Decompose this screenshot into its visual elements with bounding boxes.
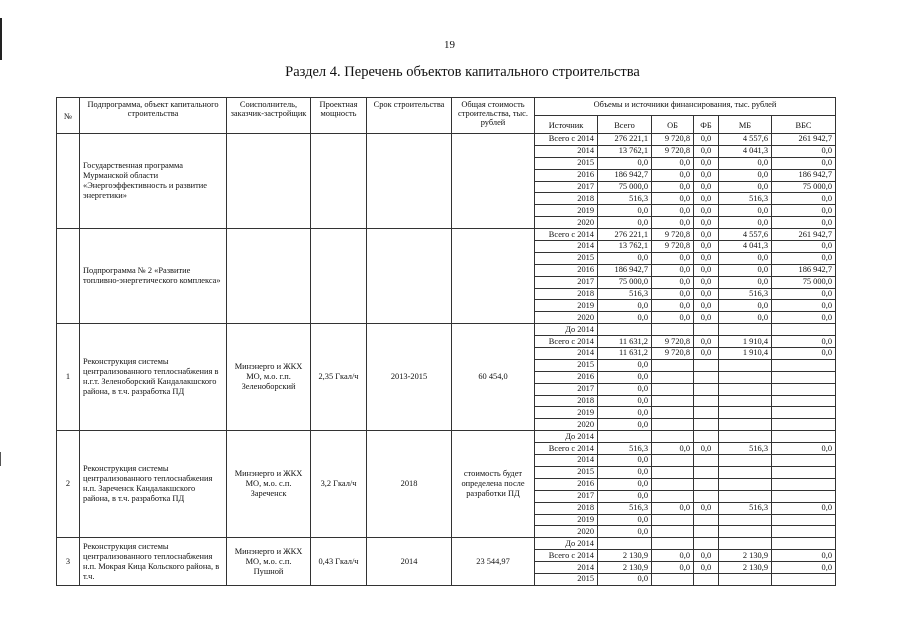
cell-ob (652, 573, 694, 585)
cell-mb: 0,0 (719, 169, 772, 181)
cell-fb (694, 573, 719, 585)
object-name: Реконструкция системы централизованного теплоснабжения н.п. Мокрая Кица Кольского района, в т.ч. (80, 538, 227, 586)
cell-ob: 0,0 (652, 217, 694, 229)
cell-fb: 0,0 (694, 264, 719, 276)
cell-vbs: 0,0 (772, 443, 836, 455)
cell-ob: 0,0 (652, 157, 694, 169)
cell-vbs: 261 942,7 (772, 134, 836, 146)
cell-mb: 2 130,9 (719, 550, 772, 562)
cell-vbs (772, 359, 836, 371)
cell-total: 276 221,1 (598, 134, 652, 146)
cell-vbs (772, 371, 836, 383)
cell-total: 0,0 (598, 157, 652, 169)
object-term (367, 134, 452, 229)
object-term: 2014 (367, 538, 452, 586)
cell-source: 2019 (535, 407, 598, 419)
cell-fb (694, 371, 719, 383)
cell-total: 516,3 (598, 502, 652, 514)
object-number (57, 229, 80, 324)
table-row (57, 538, 836, 550)
cell-mb (719, 466, 772, 478)
cell-ob: 0,0 (652, 181, 694, 193)
cell-total: 0,0 (598, 514, 652, 526)
cell-source: 2020 (535, 312, 598, 324)
cell-vbs (772, 573, 836, 585)
cell-source: Всего с 2014 (535, 550, 598, 562)
cell-ob: 0,0 (652, 205, 694, 217)
cell-fb: 0,0 (694, 169, 719, 181)
cell-total: 13 762,1 (598, 241, 652, 253)
cell-source: 2017 (535, 276, 598, 288)
table-row (57, 324, 836, 336)
object-capacity: 3,2 Гкал/ч (311, 431, 367, 538)
cell-fb: 0,0 (694, 562, 719, 574)
object-term (367, 229, 452, 324)
object-name: Реконструкция системы централизованного теплоснабжения в н.г.т. Зеленоборский Кандалакшского района, в т.ч. разработка ПД (80, 324, 227, 431)
cell-fb: 0,0 (694, 193, 719, 205)
cell-vbs (772, 419, 836, 431)
cell-ob (652, 383, 694, 395)
object-capacity (311, 229, 367, 324)
cell-fb: 0,0 (694, 336, 719, 348)
cell-fb (694, 478, 719, 490)
cell-vbs: 0,0 (772, 336, 836, 348)
cell-total: 0,0 (598, 312, 652, 324)
table-row (57, 134, 836, 146)
object-number: 2 (57, 431, 80, 538)
cell-source: 2018 (535, 288, 598, 300)
cell-total (598, 538, 652, 550)
cell-source: 2018 (535, 395, 598, 407)
cell-ob: 0,0 (652, 550, 694, 562)
cell-fb: 0,0 (694, 217, 719, 229)
cell-vbs: 0,0 (772, 157, 836, 169)
cell-fb (694, 490, 719, 502)
header-cost: Общая стоимость строительства, тыс. рублей (452, 98, 535, 134)
header-capacity: Проектная мощность (311, 98, 367, 134)
cell-source: 2019 (535, 300, 598, 312)
cell-source: 2016 (535, 478, 598, 490)
cell-vbs: 0,0 (772, 252, 836, 264)
cell-vbs: 186 942,7 (772, 169, 836, 181)
object-cost (452, 229, 535, 324)
cell-total: 0,0 (598, 395, 652, 407)
table-row (57, 229, 836, 241)
cell-source: 2017 (535, 383, 598, 395)
cell-vbs: 0,0 (772, 241, 836, 253)
cell-source: Всего с 2014 (535, 229, 598, 241)
cell-mb: 0,0 (719, 157, 772, 169)
cell-mb: 4 557,6 (719, 229, 772, 241)
cell-vbs (772, 466, 836, 478)
cell-fb: 0,0 (694, 502, 719, 514)
cell-ob: 9 720,8 (652, 241, 694, 253)
cell-vbs (772, 395, 836, 407)
cell-fb: 0,0 (694, 181, 719, 193)
header-source: Источник (535, 116, 598, 134)
cell-vbs: 75 000,0 (772, 181, 836, 193)
cell-ob: 0,0 (652, 300, 694, 312)
cell-ob (652, 371, 694, 383)
object-number: 3 (57, 538, 80, 586)
cell-source: 2014 (535, 241, 598, 253)
cell-fb (694, 466, 719, 478)
cell-fb: 0,0 (694, 276, 719, 288)
cell-ob: 0,0 (652, 443, 694, 455)
cell-source: 2015 (535, 157, 598, 169)
cell-mb (719, 514, 772, 526)
cell-fb: 0,0 (694, 241, 719, 253)
cell-source: 2017 (535, 181, 598, 193)
cell-ob: 0,0 (652, 502, 694, 514)
cell-ob (652, 478, 694, 490)
cell-ob: 0,0 (652, 312, 694, 324)
cell-ob: 0,0 (652, 276, 694, 288)
cell-source: 2019 (535, 514, 598, 526)
cell-ob (652, 395, 694, 407)
cell-total: 0,0 (598, 217, 652, 229)
cell-ob: 9 720,8 (652, 336, 694, 348)
cell-mb: 0,0 (719, 300, 772, 312)
object-cost: стоимость будет определена после разработки ПД (452, 431, 535, 538)
object-term: 2018 (367, 431, 452, 538)
cell-fb (694, 324, 719, 336)
cell-fb: 0,0 (694, 300, 719, 312)
cell-fb (694, 455, 719, 467)
cell-mb (719, 431, 772, 443)
cell-source: 2015 (535, 252, 598, 264)
cell-total: 0,0 (598, 383, 652, 395)
cell-fb: 0,0 (694, 229, 719, 241)
cell-vbs (772, 407, 836, 419)
cell-total: 0,0 (598, 490, 652, 502)
cell-ob (652, 359, 694, 371)
cell-mb (719, 478, 772, 490)
cell-fb (694, 383, 719, 395)
cell-ob (652, 466, 694, 478)
cell-source: До 2014 (535, 431, 598, 443)
cell-source: 2018 (535, 502, 598, 514)
cell-total: 516,3 (598, 193, 652, 205)
header-total: Всего (598, 116, 652, 134)
table-row (57, 431, 836, 443)
cell-mb: 1 910,4 (719, 348, 772, 360)
cell-ob: 0,0 (652, 193, 694, 205)
cell-total (598, 324, 652, 336)
cell-ob: 9 720,8 (652, 348, 694, 360)
cell-ob (652, 514, 694, 526)
cell-vbs: 186 942,7 (772, 264, 836, 276)
cell-total: 0,0 (598, 359, 652, 371)
cell-total: 186 942,7 (598, 169, 652, 181)
header-name: Подпрограмма, объект капитального строительства (80, 98, 227, 134)
cell-ob (652, 490, 694, 502)
cell-ob (652, 407, 694, 419)
cell-mb (719, 490, 772, 502)
cell-total: 0,0 (598, 371, 652, 383)
cell-vbs (772, 455, 836, 467)
cell-fb: 0,0 (694, 288, 719, 300)
cell-source: 2020 (535, 217, 598, 229)
cell-source: 2020 (535, 419, 598, 431)
cell-ob: 0,0 (652, 288, 694, 300)
cell-source: 2014 (535, 348, 598, 360)
header-mb: МБ (719, 116, 772, 134)
cell-vbs: 0,0 (772, 312, 836, 324)
cell-fb (694, 431, 719, 443)
cell-fb (694, 538, 719, 550)
cell-fb: 0,0 (694, 252, 719, 264)
cell-source: Всего с 2014 (535, 134, 598, 146)
cell-mb (719, 359, 772, 371)
cell-source: 2020 (535, 526, 598, 538)
cell-ob (652, 538, 694, 550)
cell-source: До 2014 (535, 538, 598, 550)
cell-mb: 4 041,3 (719, 145, 772, 157)
object-name: Реконструкция системы централизованного теплоснабжения н.п. Зареченск Кандалакшского района, в т.ч. разработка ПД (80, 431, 227, 538)
cell-mb (719, 455, 772, 467)
cell-ob: 0,0 (652, 169, 694, 181)
cell-vbs (772, 478, 836, 490)
cell-total: 13 762,1 (598, 145, 652, 157)
header-num: № (57, 98, 80, 134)
cell-source: 2015 (535, 466, 598, 478)
page-number: 19 (444, 39, 455, 51)
cell-mb (719, 407, 772, 419)
cell-total: 0,0 (598, 419, 652, 431)
cell-total: 0,0 (598, 478, 652, 490)
cell-ob: 9 720,8 (652, 145, 694, 157)
cell-total: 11 631,2 (598, 336, 652, 348)
cell-ob: 9 720,8 (652, 229, 694, 241)
cell-total: 0,0 (598, 466, 652, 478)
header-term: Срок строительства (367, 98, 452, 134)
cell-ob: 0,0 (652, 252, 694, 264)
cell-vbs (772, 538, 836, 550)
cell-vbs: 0,0 (772, 145, 836, 157)
cell-mb (719, 324, 772, 336)
cell-mb: 0,0 (719, 252, 772, 264)
cell-fb: 0,0 (694, 550, 719, 562)
cell-mb: 4 041,3 (719, 241, 772, 253)
cell-total: 516,3 (598, 288, 652, 300)
cell-vbs (772, 324, 836, 336)
cell-mb: 0,0 (719, 276, 772, 288)
cell-total (598, 431, 652, 443)
cell-fb (694, 419, 719, 431)
cell-vbs: 261 942,7 (772, 229, 836, 241)
cell-total: 75 000,0 (598, 181, 652, 193)
cell-vbs (772, 431, 836, 443)
cell-vbs: 0,0 (772, 300, 836, 312)
cell-mb: 0,0 (719, 264, 772, 276)
cell-fb: 0,0 (694, 348, 719, 360)
cell-total: 11 631,2 (598, 348, 652, 360)
object-name: Подпрограмма № 2 «Развитие топливно-энергетического комплекса» (80, 229, 227, 324)
cell-total: 0,0 (598, 205, 652, 217)
cell-mb: 516,3 (719, 443, 772, 455)
header-fb: ФБ (694, 116, 719, 134)
cell-mb: 516,3 (719, 193, 772, 205)
cell-vbs: 0,0 (772, 502, 836, 514)
header-executor: Соисполнитель, заказчик-застройщик (227, 98, 311, 134)
cell-vbs (772, 514, 836, 526)
cell-fb: 0,0 (694, 157, 719, 169)
header-ob: ОБ (652, 116, 694, 134)
cell-source: 2016 (535, 264, 598, 276)
cell-ob: 0,0 (652, 562, 694, 574)
cell-fb (694, 526, 719, 538)
header-funding: Объемы и источники финансирования, тыс. рублей (535, 98, 836, 116)
cell-ob (652, 419, 694, 431)
cell-fb (694, 395, 719, 407)
object-cost: 60 454,0 (452, 324, 535, 431)
cell-total: 0,0 (598, 573, 652, 585)
scan-edge-mark (0, 18, 2, 60)
cell-mb: 0,0 (719, 205, 772, 217)
cell-fb (694, 359, 719, 371)
cell-mb (719, 538, 772, 550)
cell-vbs (772, 383, 836, 395)
object-cost: 23 544,97 (452, 538, 535, 586)
cell-total: 186 942,7 (598, 264, 652, 276)
object-executor: Минэнерго и ЖКХ МО, м.о. с.п. Пушной (227, 538, 311, 586)
cell-mb: 0,0 (719, 312, 772, 324)
cell-mb (719, 573, 772, 585)
cell-total: 0,0 (598, 455, 652, 467)
cell-fb (694, 407, 719, 419)
object-executor (227, 134, 311, 229)
cell-source: 2019 (535, 205, 598, 217)
cell-mb: 2 130,9 (719, 562, 772, 574)
cell-vbs: 0,0 (772, 562, 836, 574)
cell-source: 2016 (535, 169, 598, 181)
cell-total: 276 221,1 (598, 229, 652, 241)
cell-source: 2015 (535, 573, 598, 585)
cell-mb: 0,0 (719, 217, 772, 229)
object-number: 1 (57, 324, 80, 431)
cell-ob: 0,0 (652, 264, 694, 276)
cell-mb: 0,0 (719, 181, 772, 193)
object-number (57, 134, 80, 229)
page-title: Раздел 4. Перечень объектов капитального строительства (285, 64, 640, 80)
cell-ob (652, 324, 694, 336)
object-name: Государственная программа Мурманской области «Энергоэффективность и развитие энергетики» (80, 134, 227, 229)
cell-total: 0,0 (598, 300, 652, 312)
cell-vbs: 75 000,0 (772, 276, 836, 288)
cell-vbs: 0,0 (772, 550, 836, 562)
cell-fb (694, 514, 719, 526)
cell-mb: 1 910,4 (719, 336, 772, 348)
object-term: 2013-2015 (367, 324, 452, 431)
scan-edge-mark (0, 452, 1, 466)
cell-fb: 0,0 (694, 205, 719, 217)
cell-mb: 4 557,6 (719, 134, 772, 146)
cell-total: 75 000,0 (598, 276, 652, 288)
object-executor: Минэнерго и ЖКХ МО, м.о. с.п. Зареченск (227, 431, 311, 538)
cell-source: 2016 (535, 371, 598, 383)
cell-vbs: 0,0 (772, 348, 836, 360)
cell-vbs: 0,0 (772, 288, 836, 300)
cell-ob: 9 720,8 (652, 134, 694, 146)
cell-mb (719, 371, 772, 383)
cell-total: 0,0 (598, 526, 652, 538)
cell-source: 2018 (535, 193, 598, 205)
cell-vbs: 0,0 (772, 205, 836, 217)
object-capacity: 0,43 Гкал/ч (311, 538, 367, 586)
cell-ob (652, 431, 694, 443)
cell-source: 2015 (535, 359, 598, 371)
cell-total: 0,0 (598, 407, 652, 419)
cell-total: 516,3 (598, 443, 652, 455)
cell-fb: 0,0 (694, 145, 719, 157)
cell-source: 2014 (535, 562, 598, 574)
cell-vbs: 0,0 (772, 193, 836, 205)
header-vbs: ВБС (772, 116, 836, 134)
capital-construction-table (56, 97, 836, 586)
cell-ob (652, 526, 694, 538)
cell-mb (719, 383, 772, 395)
cell-source: Всего с 2014 (535, 443, 598, 455)
cell-mb (719, 419, 772, 431)
cell-vbs (772, 490, 836, 502)
cell-total: 2 130,9 (598, 562, 652, 574)
object-cost (452, 134, 535, 229)
object-capacity: 2,35 Гкал/ч (311, 324, 367, 431)
object-capacity (311, 134, 367, 229)
cell-source: До 2014 (535, 324, 598, 336)
cell-mb: 516,3 (719, 502, 772, 514)
cell-fb: 0,0 (694, 443, 719, 455)
cell-vbs (772, 526, 836, 538)
cell-vbs: 0,0 (772, 217, 836, 229)
table-body (57, 134, 836, 586)
cell-total: 0,0 (598, 252, 652, 264)
cell-total: 2 130,9 (598, 550, 652, 562)
object-executor: Минэнерго и ЖКХ МО, м.о. г.п. Зеленоборский (227, 324, 311, 431)
object-executor (227, 229, 311, 324)
cell-mb (719, 395, 772, 407)
cell-fb: 0,0 (694, 312, 719, 324)
cell-source: 2014 (535, 145, 598, 157)
cell-ob (652, 455, 694, 467)
cell-source: Всего с 2014 (535, 336, 598, 348)
cell-mb: 516,3 (719, 288, 772, 300)
cell-source: 2014 (535, 455, 598, 467)
cell-fb: 0,0 (694, 134, 719, 146)
cell-source: 2017 (535, 490, 598, 502)
cell-mb (719, 526, 772, 538)
